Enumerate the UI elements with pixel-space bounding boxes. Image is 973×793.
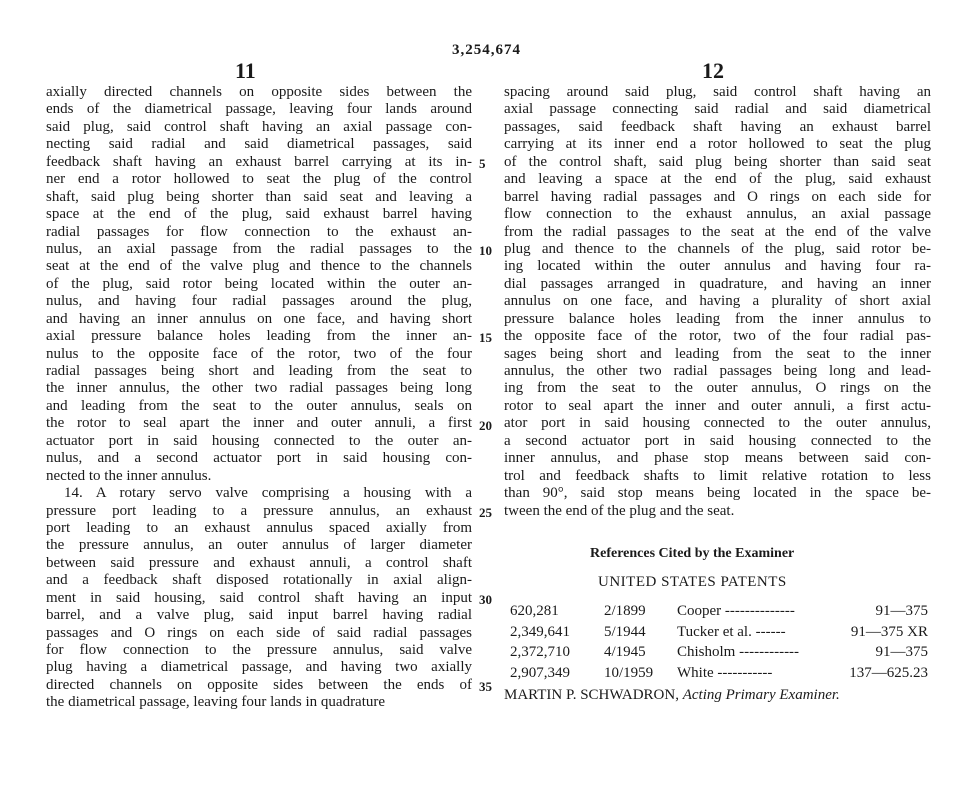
text-line: barrel, and a valve plug, said input barrel having radial	[46, 607, 472, 624]
reference-leader: --------------	[721, 603, 795, 619]
text-line: ator port in said housing connected to the outer annulus,	[504, 415, 931, 432]
reference-class: 137—625.23	[849, 664, 928, 681]
text-line: 14. A rotary servo valve comprising a housing with a	[64, 485, 472, 502]
reference-row	[504, 603, 928, 621]
reference-leader: -----------	[713, 664, 773, 681]
right-column-text	[504, 84, 931, 520]
reference-class: 91—375	[875, 603, 928, 619]
text-line: directed channels on opposite sides between the ends of	[46, 676, 472, 693]
text-line: nected to the inner annulus.	[46, 467, 212, 484]
reference-number: 2,372,710	[510, 644, 570, 660]
references-subheading: UNITED STATES PATENTS	[598, 574, 787, 590]
text-line: tween the end of the plug and the seat.	[504, 502, 735, 519]
text-line: the rotor to seal apart the inner and outer annuli, a first	[46, 415, 472, 432]
line-number: 10	[479, 243, 492, 259]
text-line: than 90°, said stop means being located in the space be-	[504, 485, 931, 502]
reference-date: 10/1959	[604, 664, 654, 681]
examiner-title: Acting Primary Examiner.	[682, 687, 840, 703]
reference-row	[504, 624, 928, 642]
text-line: the diametrical passage, leaving four lands in quadrature	[46, 694, 386, 711]
text-line: actuator port in said housing connected to the outer an-	[46, 432, 472, 449]
line-number: 20	[479, 417, 492, 433]
text-line: and a feedback shaft disposed rotationally in axial align-	[46, 572, 472, 589]
text-line: nulus to the opposite face of the rotor, two of the four	[46, 345, 472, 362]
patent-number: 3,254,674	[452, 42, 521, 58]
reference-name: Cooper --------------	[677, 603, 795, 619]
reference-number: 2,349,641	[510, 623, 570, 640]
text-line: pressure port leading to a pressure annulus, an exhaust	[46, 502, 472, 519]
line-number: 25	[479, 504, 492, 520]
left-column-text	[46, 84, 472, 712]
reference-name: White -----------	[677, 664, 773, 681]
reference-number: 620,281	[510, 603, 559, 619]
text-line: and leaving a space at the end of the plug, said exhaust	[504, 171, 931, 188]
text-line: seat at the end of the valve plug and thence to the channels	[46, 258, 472, 275]
text-line: barrel having radial passages and O rings on each side for	[504, 188, 931, 205]
text-line: annulus on one face, and having a plurality of short axial	[504, 293, 931, 310]
reference-leader: ------------	[735, 644, 800, 660]
text-line: ing located within the outer annulus and having four ra-	[504, 258, 931, 275]
text-line: said plug, said control shaft having an axial passage con-	[46, 118, 472, 135]
reference-class: 91—375 XR	[850, 623, 928, 640]
text-line: ends of the diametrical passage, leaving four lands around	[46, 101, 472, 118]
reference-row	[504, 665, 928, 683]
text-line: and having an inner annulus on one face, and having short	[46, 310, 472, 327]
text-line: necting said radial and said diametrical passages, said	[46, 136, 472, 153]
text-line: spacing around said plug, said control shaft having an	[504, 84, 931, 100]
text-line: between said pressure and exhaust annuli, a control shaft	[46, 554, 472, 571]
text-line: ment in said housing, said control shaft having an input	[46, 589, 472, 606]
text-line: trol and feedback shafts to limit relative rotation to less	[504, 467, 931, 484]
reference-number: 2,907,349	[510, 664, 570, 681]
reference-date: 2/1899	[604, 603, 646, 619]
reference-name: Tucker et al. ------	[677, 623, 786, 640]
examiner-name: MARTIN P. SCHWADRON,	[504, 687, 679, 703]
text-line: for flow connection to the pressure annulus, said valve	[46, 642, 472, 658]
references-heading: References Cited by the Examiner	[590, 546, 795, 561]
examiner-line	[504, 687, 840, 704]
reference-name: Chisholm ------------	[677, 644, 800, 660]
line-number: 5	[479, 155, 486, 171]
text-line: flow connection to the exhaust annulus, an axial passage	[504, 206, 931, 223]
text-line: passages and O rings on each side of said radial passages	[46, 624, 472, 641]
text-line: inner annulus, and phase stop means between said con-	[504, 450, 931, 467]
text-line: ner end a rotor hollowed to seat the plug of the control	[46, 171, 472, 188]
text-line: space at the end of the plug, said exhaust barrel having	[46, 206, 472, 223]
text-line: nulus, an axial passage from the radial passages to the	[46, 240, 472, 257]
text-line: plug having a diametrical passage, and having two axially	[46, 659, 472, 676]
text-line: a second actuator port in said housing connected to the	[504, 432, 931, 449]
text-line: the inner annulus, the other two radial passages being long	[46, 380, 472, 397]
reference-date: 4/1945	[604, 644, 646, 660]
text-line: nulus, and having four radial passages around the plug,	[46, 293, 472, 310]
text-line: port leading to an exhaust annulus spaced axially from	[46, 519, 472, 536]
right-page-number: 12	[702, 58, 724, 83]
reference-class: 91—375	[875, 644, 928, 660]
text-line: carrying at its inner end a rotor hollowed to seat the plug	[504, 136, 931, 153]
text-line: of the control shaft, said plug being shorter than said seat	[504, 153, 931, 170]
text-line: axial pressure balance holes leading from the inner an-	[46, 328, 472, 345]
text-line: axial passage connecting said radial and said diametrical	[504, 101, 931, 118]
text-line: passages, said feedback shaft having an exhaust barrel	[504, 118, 931, 135]
text-line: the pressure annulus, an outer annulus of larger diameter	[46, 537, 472, 554]
text-line: radial passages for flow connection to the exhaust an-	[46, 223, 472, 240]
reference-row	[504, 644, 928, 662]
text-line: of the plug, said rotor being located within the outer an-	[46, 275, 472, 292]
text-line: feedback shaft having an exhaust barrel carrying at its in-	[46, 153, 472, 170]
text-line: plug and thence to the channels of the plug, said rotor be-	[504, 240, 931, 257]
left-page-number: 11	[235, 58, 256, 83]
text-line: from the radial passages to the seat at the end of the valve	[504, 223, 931, 240]
text-line: sages being short and leading from the seat to the inner	[504, 345, 931, 362]
text-line: shaft, said plug being shorter than said seat and leaving a	[46, 188, 472, 205]
line-number: 30	[479, 592, 492, 608]
text-line: radial passages being short and leading from the seat to	[46, 363, 472, 379]
text-line: dial passages arranged in quadrature, and having an inner	[504, 275, 931, 292]
text-line: rotor to seal apart the inner and outer annuli, a first actu-	[504, 397, 931, 414]
text-line: and leading from the seat to the outer annulus, seals on	[46, 397, 472, 414]
text-line: annulus, the other two radial passages being long and lead-	[504, 363, 931, 379]
text-line: pressure balance holes leading from the inner annulus to	[504, 310, 931, 327]
text-line: axially directed channels on opposite sides between the	[46, 84, 472, 100]
reference-date: 5/1944	[604, 623, 646, 640]
line-number: 15	[479, 330, 492, 346]
text-line: nulus, and a second actuator port in said housing con-	[46, 450, 472, 467]
reference-leader: ------	[751, 623, 786, 640]
text-line: the opposite face of the rotor, two of the four radial pas-	[504, 328, 931, 345]
line-number: 35	[479, 679, 492, 695]
text-line: ing from the seat to the outer annulus, O rings on the	[504, 380, 931, 397]
